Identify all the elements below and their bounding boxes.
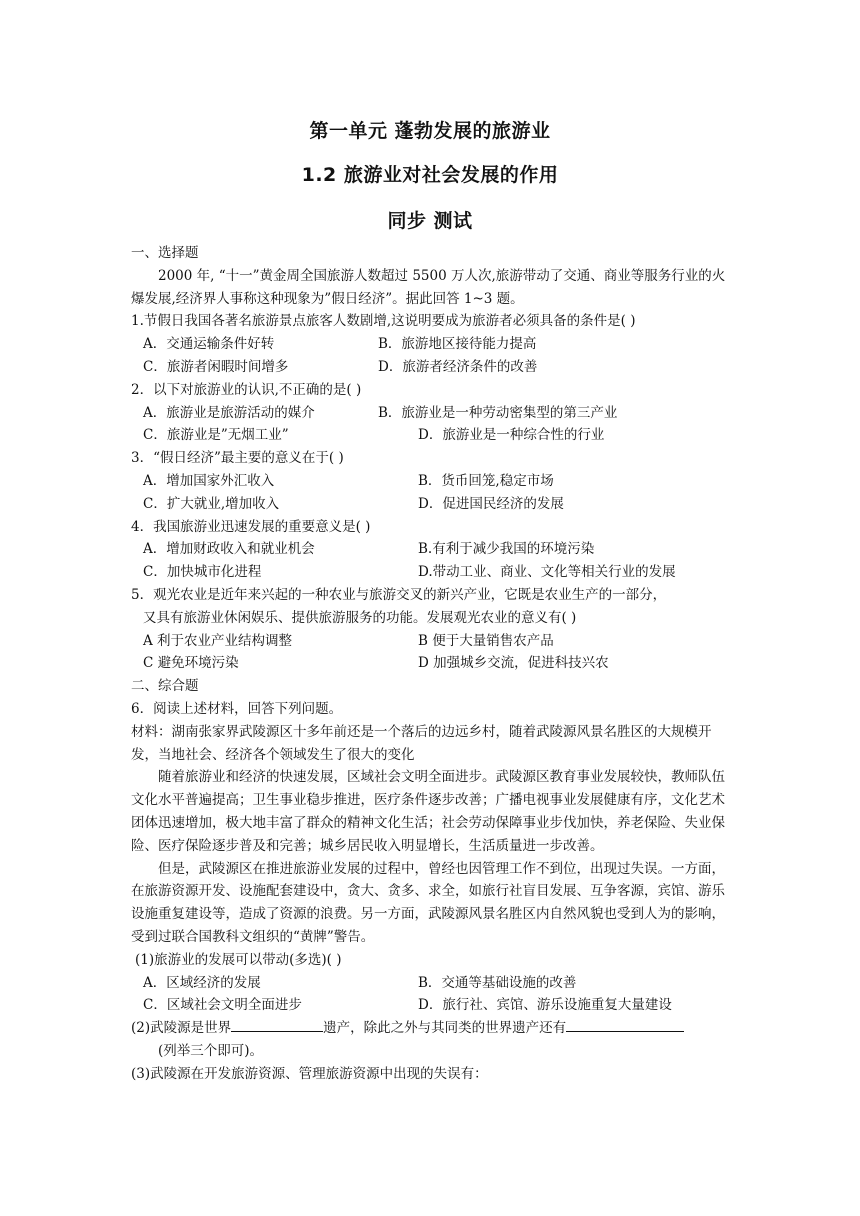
- option-d: D.带动工业、商业、文化等相关行业的发展: [418, 564, 676, 581]
- option-b: B．货币回笼,稳定市场: [418, 472, 554, 489]
- subquestion-2-line1: [131, 1017, 731, 1040]
- subquestion-1-options-row2: [131, 994, 731, 1017]
- question-3-stem: 3．“假日经济”最主要的意义在于( ): [131, 450, 344, 467]
- question-5-stem-line1: 5．观光农业是近年来兴起的一种农业与旅游交叉的新兴产业，它既是农业生产的一部分，: [131, 586, 667, 603]
- unit-title: 第一单元 蓬勃发展的旅游业: [309, 120, 551, 142]
- answer-blank-2[interactable]: [566, 1017, 684, 1032]
- subquestion-1-stem: (1)旅游业的发展可以带动(多选)( ): [135, 951, 342, 968]
- option-b: B．交通等基础设施的改善: [418, 974, 577, 991]
- option-a: A．交通运输条件好转: [143, 336, 275, 353]
- lesson-title: 1.2 旅游业对社会发展的作用: [301, 164, 559, 186]
- material-paragraph-2: 但是，武陵源区在推进旅游业发展的过程中，曾经也因管理工作不到位，出现过失误。一方面，在旅游资源开发、设施配套建设中，贪大、贪多、求全，如旅行社盲目发展、互争客源，宾馆、游乐设施重复建设等，造成了资源的浪费。另一方面，武陵源风景名胜区内自然风貌也受到人为的影响，受到过联合国教科文组织的“黄牌”警告。: [131, 860, 725, 945]
- question-6-stem: 6．阅读上述材料，回答下列问题。: [131, 700, 343, 717]
- option-a: A．增加财政收入和就业机会: [143, 541, 315, 558]
- option-c: C．旅游者闲暇时间增多: [143, 358, 289, 375]
- option-d: D．旅游者经济条件的改善: [378, 358, 538, 375]
- section-heading-comprehensive: 二、综合题: [131, 678, 199, 695]
- subquestion-3-stem: (3)武陵源在开发旅游资源、管理旅游资源中出现的失误有：: [131, 1065, 488, 1082]
- question-5-options-row1: [131, 630, 731, 653]
- option-c: C．扩大就业,增加收入: [143, 495, 280, 512]
- option-d: D 加强城乡交流，促进科技兴农: [418, 655, 609, 672]
- option-c: C 避免环境污染: [143, 655, 239, 672]
- question-2-options-row1: [131, 402, 731, 425]
- subquestion-2-part1: (2)武陵源是世界: [131, 1020, 232, 1037]
- option-a: A 利于农业产业结构调整: [143, 632, 293, 649]
- option-d: D．旅行社、宾馆、游乐设施重复大量建设: [418, 997, 672, 1014]
- question-4-stem: 4．我国旅游业迅速发展的重要意义是( ): [131, 518, 371, 535]
- option-d: D．促进国民经济的发展: [418, 495, 564, 512]
- question-2-options-row2: [131, 424, 731, 447]
- option-d: D．旅游业是一种综合性的行业: [418, 427, 605, 444]
- option-a: A．增加国家外汇收入: [143, 472, 275, 489]
- question-4-options-row2: [131, 561, 731, 584]
- option-c: C．区域社会文明全面进步: [143, 997, 302, 1014]
- question-intro: 2000 年, “十一”黄金周全国旅游人数超过 5500 万人次,旅游带动了交通、商业等服务行业的火爆发展,经济界人事称这种现象为”假日经济”。据此回答 1~3 题。: [131, 267, 726, 307]
- option-b: B.有利于减少我国的环境污染: [418, 541, 595, 558]
- option-b: B．旅游地区接待能力提高: [378, 336, 537, 353]
- option-c: C．加快城市化进程: [143, 564, 262, 581]
- question-1-stem: 1.节假日我国各著名旅游景点旅客人数剧增,这说明要成为旅游者必须具备的条件是( ): [131, 313, 636, 330]
- option-b: B．旅游业是一种劳动密集型的第三产业: [378, 404, 618, 421]
- material-paragraph-1: 随着旅游业和经济的快速发展，区域社会文明全面进步。武陵源区教育事业发展较快，教师队伍文化水平普遍提高；卫生事业稳步推进，医疗条件逐步改善；广播电视事业发展健康有序，文化艺术团体迅速增加，极大地丰富了群众的精神文化生活；社会劳动保障事业步伐加快，养老保险、失业保险、医疗保险逐步普及和完善；城乡居民收入明显增长，生活质量进一步改善。: [131, 769, 725, 854]
- question-2-stem: 2．以下对旅游业的认识,不正确的是( ): [131, 381, 362, 398]
- question-5-options-row2: [131, 652, 731, 675]
- option-a: A．旅游业是旅游活动的媒介: [143, 404, 315, 421]
- question-5-stem-line2: 又具有旅游业休闲娱乐、提供旅游服务的功能。发展观光农业的意义有( ): [143, 609, 577, 626]
- question-1-options-row1: [131, 333, 731, 356]
- question-1-options-row2: [131, 356, 731, 379]
- subquestion-2-part2: 遗产，除此之外与其同类的世界遗产还有: [323, 1020, 567, 1037]
- question-4-options-row1: [131, 538, 731, 561]
- subquestion-2-line2: (列举三个即可)。: [158, 1042, 264, 1059]
- question-3-options-row1: [131, 470, 731, 493]
- question-3-options-row2: [131, 493, 731, 516]
- document-body: [131, 242, 731, 1085]
- option-b: B 便于大量销售农产品: [418, 632, 554, 649]
- subquestion-1-options-row1: [131, 972, 731, 995]
- test-title: 同步 测试: [387, 210, 473, 232]
- section-heading-choice: 一、选择题: [131, 245, 199, 261]
- material-text: 材料：湖南张家界武陵源区十多年前还是一个落后的边远乡村，随着武陵源风景名胜区的大规模开发，当地社会、经济各个领域发生了很大的变化: [131, 723, 712, 763]
- option-a: A．区域经济的发展: [143, 974, 261, 991]
- answer-blank-1[interactable]: [231, 1017, 323, 1032]
- option-c: C．旅游业是”无烟工业”: [143, 427, 289, 444]
